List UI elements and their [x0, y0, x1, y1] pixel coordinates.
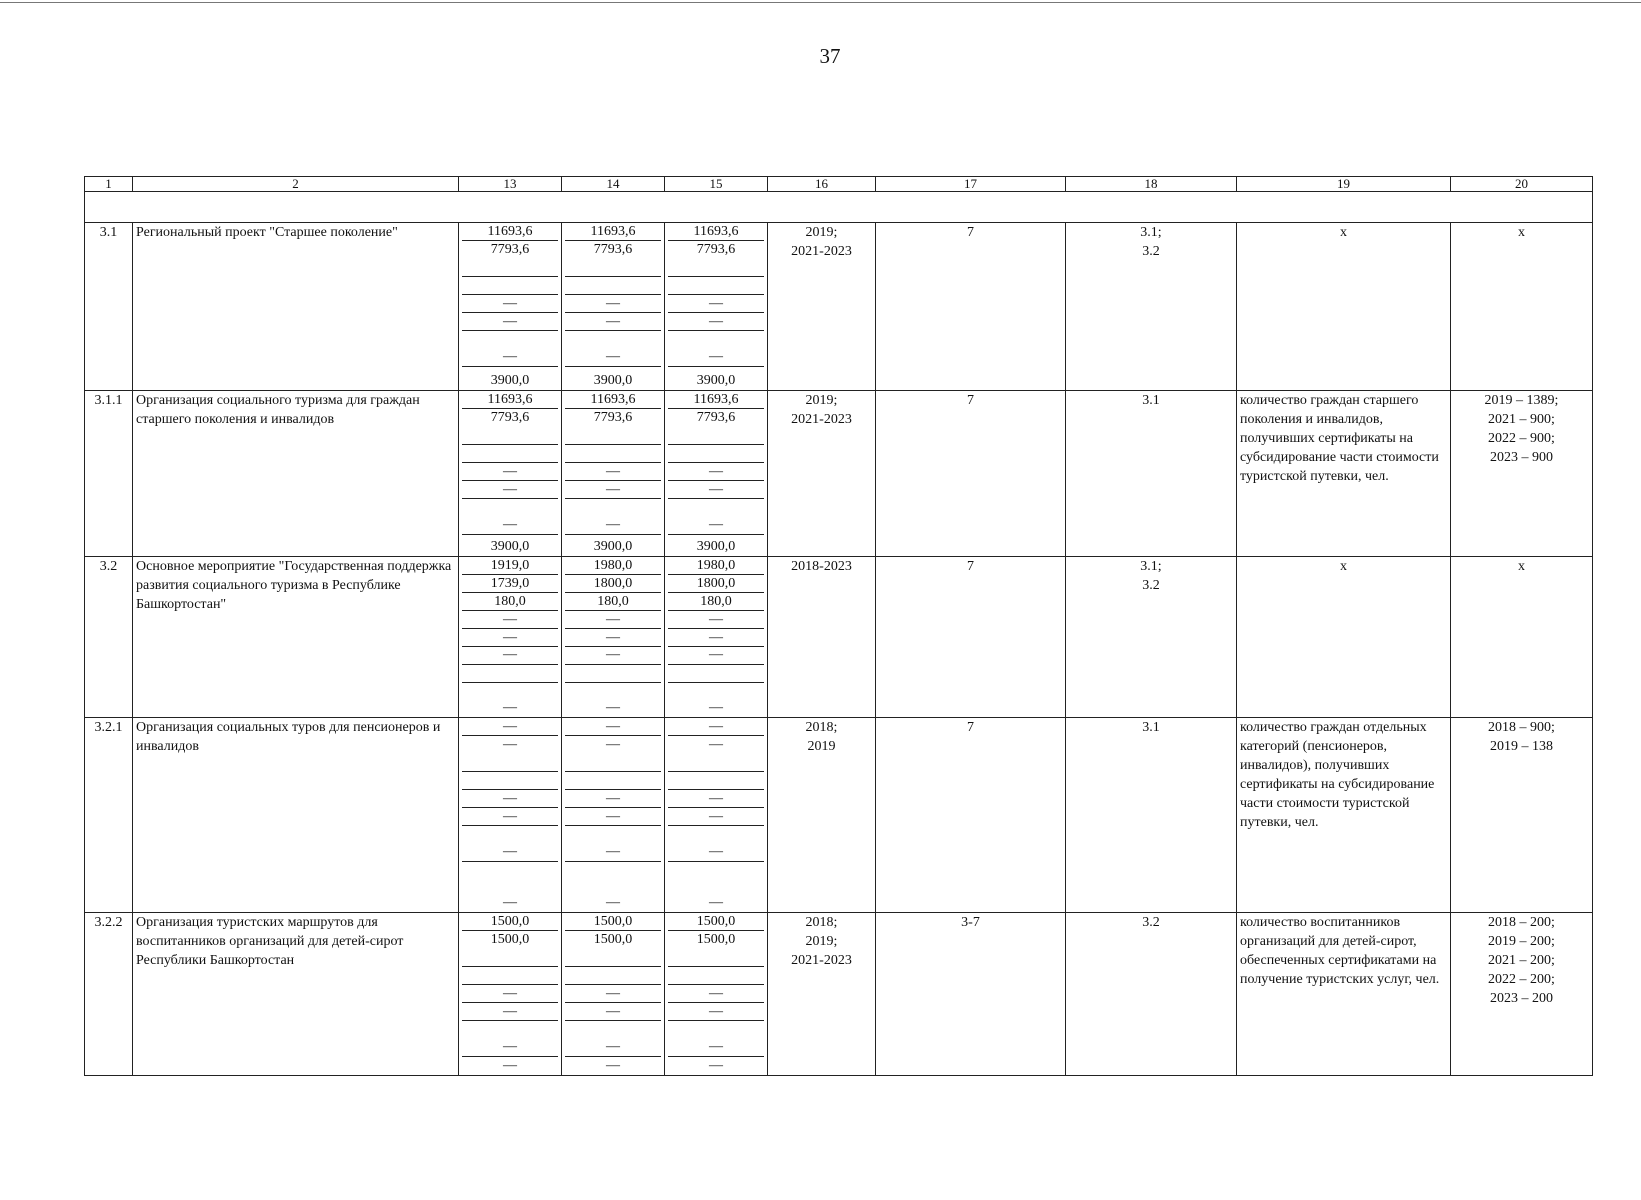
row-name-text: Основное мероприятие "Государственная поддержка развития социального туризма в Республике Башкортостан"	[136, 559, 452, 612]
funding-value: —	[709, 700, 723, 715]
funding-breakdown	[462, 913, 558, 1075]
funding-value: 1800,0	[668, 575, 764, 593]
funding-c13	[459, 913, 562, 1076]
funding-value: —	[462, 313, 558, 331]
period	[768, 557, 876, 718]
funding-breakdown	[462, 391, 558, 556]
funding-value: —	[668, 481, 764, 499]
funding-value: —	[503, 1058, 517, 1073]
funding-value: —	[565, 826, 661, 862]
funding-value: —	[462, 790, 558, 808]
funding-breakdown	[462, 223, 558, 390]
row-number	[85, 391, 133, 557]
funding-c13	[459, 223, 562, 391]
period-text: 2018-2023	[791, 559, 852, 574]
funding-c15	[665, 718, 768, 913]
funding-value: 1500,0	[565, 913, 661, 931]
funding-value: 180,0	[565, 593, 661, 611]
target-values	[1451, 557, 1593, 718]
header-cell: 2	[133, 177, 459, 192]
funding-value: —	[668, 463, 764, 481]
funding-c14	[562, 913, 665, 1076]
funding-c15	[665, 223, 768, 391]
indicator-18-text: 3.2	[1142, 578, 1160, 593]
funding-breakdown	[668, 557, 764, 717]
table-row	[85, 223, 1593, 391]
funding-value: —	[668, 718, 764, 736]
row-name	[133, 557, 459, 718]
indicator-name-text: х	[1340, 225, 1347, 240]
indicator-18-text: 3.1	[1142, 720, 1160, 735]
target-value-text: х	[1518, 225, 1525, 240]
funding-value: 7793,6	[565, 409, 661, 445]
funding-value: —	[462, 295, 558, 313]
row-number-text: 3.1	[99, 225, 118, 240]
funding-breakdown	[565, 223, 661, 390]
funding-c13	[459, 391, 562, 557]
funding-value: —	[668, 647, 764, 665]
funding-breakdown	[462, 718, 558, 912]
target-value-text: 2018 – 900;	[1488, 720, 1555, 735]
funding-value: —	[462, 331, 558, 367]
program-table	[84, 176, 1593, 1076]
period-text: 2021-2023	[791, 953, 852, 968]
funding-value: —	[565, 1021, 661, 1057]
funding-value: 180,0	[462, 593, 558, 611]
row-number-text: 3.2.2	[94, 915, 123, 930]
period-text: 2019;	[805, 393, 838, 408]
period	[768, 913, 876, 1076]
funding-breakdown	[668, 223, 764, 390]
period-text: 2021-2023	[791, 244, 852, 259]
funding-value: —	[462, 985, 558, 1003]
scan-top-edge	[0, 2, 1641, 3]
header-cell: 15	[665, 177, 768, 192]
funding-value: 7793,6	[668, 409, 764, 445]
table-row	[85, 718, 1593, 913]
period	[768, 223, 876, 391]
funding-value: —	[565, 481, 661, 499]
funding-value	[668, 277, 764, 295]
period-text: 2018;	[805, 915, 838, 930]
period-text: 2019;	[805, 934, 838, 949]
funding-value: 7793,6	[565, 241, 661, 277]
funding-value: —	[668, 1003, 764, 1021]
funding-value: —	[668, 826, 764, 862]
funding-value: 1500,0	[462, 913, 558, 931]
funding-value: 180,0	[668, 593, 764, 611]
funding-breakdown	[668, 913, 764, 1075]
indicator-17	[876, 913, 1066, 1076]
row-name	[133, 718, 459, 913]
page-number: 37	[819, 44, 841, 68]
funding-value: —	[462, 718, 558, 736]
funding-value: —	[462, 481, 558, 499]
header-cell: 13	[459, 177, 562, 192]
funding-value: —	[462, 808, 558, 826]
row-number	[85, 913, 133, 1076]
funding-value: —	[668, 808, 764, 826]
funding-c15	[665, 913, 768, 1076]
funding-value: 1739,0	[462, 575, 558, 593]
column-number-header	[85, 177, 1593, 192]
period	[768, 718, 876, 913]
funding-value: —	[668, 790, 764, 808]
funding-breakdown	[668, 718, 764, 912]
indicator-18-text: 3.1;	[1140, 559, 1162, 574]
target-value-text: 2021 – 900;	[1488, 412, 1555, 427]
target-values	[1451, 223, 1593, 391]
header-cell: 16	[768, 177, 876, 192]
row-name-text: Организация туристских маршрутов для воспитанников организаций для детей-сирот Республики Башкортостан	[136, 915, 404, 968]
target-value-text: 2022 – 900;	[1488, 431, 1555, 446]
funding-value: —	[668, 499, 764, 535]
target-value-text: 2019 – 138	[1490, 739, 1553, 754]
indicator-name	[1237, 913, 1451, 1076]
funding-c13	[459, 718, 562, 913]
indicator-name-text: количество воспитанников организаций для детей-сирот, обеспеченных сертификатами на получение туристских услуг, чел.	[1240, 915, 1440, 987]
target-value-text: 2022 – 200;	[1488, 972, 1555, 987]
funding-value: —	[462, 629, 558, 647]
indicator-18	[1066, 391, 1237, 557]
target-values	[1451, 913, 1593, 1076]
period-text: 2018;	[805, 720, 838, 735]
indicator-name	[1237, 718, 1451, 913]
funding-value: 3900,0	[593, 539, 633, 554]
funding-value: 1500,0	[668, 913, 764, 931]
target-value-text: х	[1518, 559, 1525, 574]
funding-value: —	[709, 1058, 723, 1073]
funding-value: —	[565, 790, 661, 808]
spacer-row	[85, 192, 1593, 223]
funding-value	[565, 967, 661, 985]
indicator-name	[1237, 391, 1451, 557]
header-cell: 19	[1237, 177, 1451, 192]
funding-value	[668, 445, 764, 463]
target-value-text: 2023 – 900	[1490, 450, 1553, 465]
funding-value	[462, 967, 558, 985]
header-cell: 1	[85, 177, 133, 192]
funding-value: —	[462, 1021, 558, 1057]
target-values	[1451, 718, 1593, 913]
funding-value	[565, 665, 661, 683]
funding-value: 11693,6	[668, 223, 764, 241]
funding-value	[668, 967, 764, 985]
target-values	[1451, 391, 1593, 557]
target-value-text: 2019 – 200;	[1488, 934, 1555, 949]
period-text: 2019;	[805, 225, 838, 240]
funding-value: —	[668, 736, 764, 772]
funding-value: 1500,0	[668, 931, 764, 967]
indicator-name-text: х	[1340, 559, 1347, 574]
funding-value: —	[565, 718, 661, 736]
indicator-17	[876, 391, 1066, 557]
row-name-text: Региональный проект "Старшее поколение"	[136, 225, 398, 240]
indicator-name-text: количество граждан старшего поколения и инвалидов, получивших сертификаты на субсидирование части стоимости туристской путевки, чел.	[1240, 393, 1439, 484]
funding-value: 7793,6	[462, 241, 558, 277]
funding-value: —	[565, 611, 661, 629]
indicator-17-text: 7	[967, 225, 974, 240]
funding-c13	[459, 557, 562, 718]
period-text: 2021-2023	[791, 412, 852, 427]
funding-value: 1919,0	[462, 557, 558, 575]
spacer-cell	[85, 192, 1593, 223]
funding-c15	[665, 391, 768, 557]
funding-value: —	[503, 700, 517, 715]
row-name-text: Организация социальных туров для пенсионеров и инвалидов	[136, 720, 441, 754]
funding-value: —	[606, 1058, 620, 1073]
funding-value: —	[668, 629, 764, 647]
funding-value: 3900,0	[593, 373, 633, 388]
row-number-text: 3.1.1	[94, 393, 123, 408]
period	[768, 391, 876, 557]
funding-breakdown	[668, 391, 764, 556]
funding-value	[565, 445, 661, 463]
funding-value: —	[668, 985, 764, 1003]
indicator-18	[1066, 718, 1237, 913]
row-number	[85, 718, 133, 913]
indicator-17-text: 7	[967, 559, 974, 574]
funding-value: —	[565, 629, 661, 647]
funding-value: —	[565, 313, 661, 331]
funding-value: —	[565, 463, 661, 481]
indicator-18	[1066, 223, 1237, 391]
row-number	[85, 557, 133, 718]
funding-value: 7793,6	[668, 241, 764, 277]
target-value-text: 2021 – 200;	[1488, 953, 1555, 968]
indicator-18-text: 3.2	[1142, 244, 1160, 259]
funding-value	[462, 772, 558, 790]
funding-value	[668, 665, 764, 683]
indicator-18	[1066, 913, 1237, 1076]
funding-value: 1980,0	[565, 557, 661, 575]
funding-value	[462, 277, 558, 295]
row-name	[133, 913, 459, 1076]
funding-value: —	[668, 295, 764, 313]
header-cell: 17	[876, 177, 1066, 192]
funding-value: —	[606, 895, 620, 910]
funding-breakdown	[565, 913, 661, 1075]
funding-value	[565, 772, 661, 790]
funding-value: —	[565, 1003, 661, 1021]
funding-c14	[562, 557, 665, 718]
funding-value: 3900,0	[696, 373, 736, 388]
row-name	[133, 391, 459, 557]
funding-value: —	[565, 499, 661, 535]
header-cell: 20	[1451, 177, 1593, 192]
target-value-text: 2023 – 200	[1490, 991, 1553, 1006]
indicator-name	[1237, 557, 1451, 718]
funding-value: 3900,0	[490, 373, 530, 388]
funding-value: 3900,0	[490, 539, 530, 554]
indicator-17	[876, 223, 1066, 391]
funding-value: 7793,6	[462, 409, 558, 445]
indicator-18-text: 3.2	[1142, 915, 1160, 930]
row-number-text: 3.2.1	[94, 720, 123, 735]
header-cell: 18	[1066, 177, 1237, 192]
row-number-text: 3.2	[99, 559, 118, 574]
period-text: 2019	[807, 739, 836, 754]
row-name-text: Организация социального туризма для граждан старшего поколения и инвалидов	[136, 393, 420, 427]
funding-c14	[562, 223, 665, 391]
funding-value: —	[565, 647, 661, 665]
funding-value: —	[462, 611, 558, 629]
funding-value: 3900,0	[696, 539, 736, 554]
funding-breakdown	[565, 557, 661, 717]
funding-value: —	[565, 985, 661, 1003]
funding-value: —	[668, 313, 764, 331]
funding-value: 1800,0	[565, 575, 661, 593]
funding-value	[668, 772, 764, 790]
table-row	[85, 913, 1593, 1076]
funding-value: 11693,6	[565, 223, 661, 241]
funding-value	[462, 665, 558, 683]
funding-value: —	[668, 611, 764, 629]
funding-value: —	[462, 826, 558, 862]
funding-value: 1500,0	[565, 931, 661, 967]
funding-value: —	[606, 700, 620, 715]
target-value-text: 2019 – 1389;	[1484, 393, 1559, 408]
indicator-17-text: 7	[967, 720, 974, 735]
funding-breakdown	[565, 391, 661, 556]
funding-value: —	[565, 736, 661, 772]
target-value-text: 2018 – 200;	[1488, 915, 1555, 930]
funding-value: 1980,0	[668, 557, 764, 575]
funding-value: —	[565, 808, 661, 826]
funding-value: —	[503, 895, 517, 910]
indicator-18-text: 3.1;	[1140, 225, 1162, 240]
indicator-name	[1237, 223, 1451, 391]
indicator-17	[876, 718, 1066, 913]
funding-value: —	[565, 331, 661, 367]
funding-value: —	[462, 499, 558, 535]
indicator-17-text: 7	[967, 393, 974, 408]
funding-value: 11693,6	[462, 391, 558, 409]
table-row	[85, 557, 1593, 718]
funding-value: —	[709, 895, 723, 910]
funding-value: 11693,6	[462, 223, 558, 241]
funding-value: —	[462, 647, 558, 665]
funding-c15	[665, 557, 768, 718]
indicator-name-text: количество граждан отдельных категорий (пенсионеров, инвалидов), получивших сертификаты на субсидирование части стоимости туристской путевки, чел.	[1240, 720, 1435, 830]
funding-value: —	[565, 295, 661, 313]
funding-value: —	[462, 463, 558, 481]
funding-c14	[562, 391, 665, 557]
funding-value	[565, 277, 661, 295]
row-number	[85, 223, 133, 391]
funding-c14	[562, 718, 665, 913]
table-row	[85, 391, 1593, 557]
funding-value: —	[462, 1003, 558, 1021]
funding-value: —	[462, 736, 558, 772]
indicator-18	[1066, 557, 1237, 718]
header-cell: 14	[562, 177, 665, 192]
indicator-17	[876, 557, 1066, 718]
funding-value: 1500,0	[462, 931, 558, 967]
funding-value: —	[668, 1021, 764, 1057]
indicator-17-text: 3-7	[961, 915, 980, 930]
row-name	[133, 223, 459, 391]
funding-breakdown	[565, 718, 661, 912]
funding-value	[462, 445, 558, 463]
funding-value: 11693,6	[565, 391, 661, 409]
funding-value: 11693,6	[668, 391, 764, 409]
indicator-18-text: 3.1	[1142, 393, 1160, 408]
funding-breakdown	[462, 557, 558, 717]
funding-value: —	[668, 331, 764, 367]
